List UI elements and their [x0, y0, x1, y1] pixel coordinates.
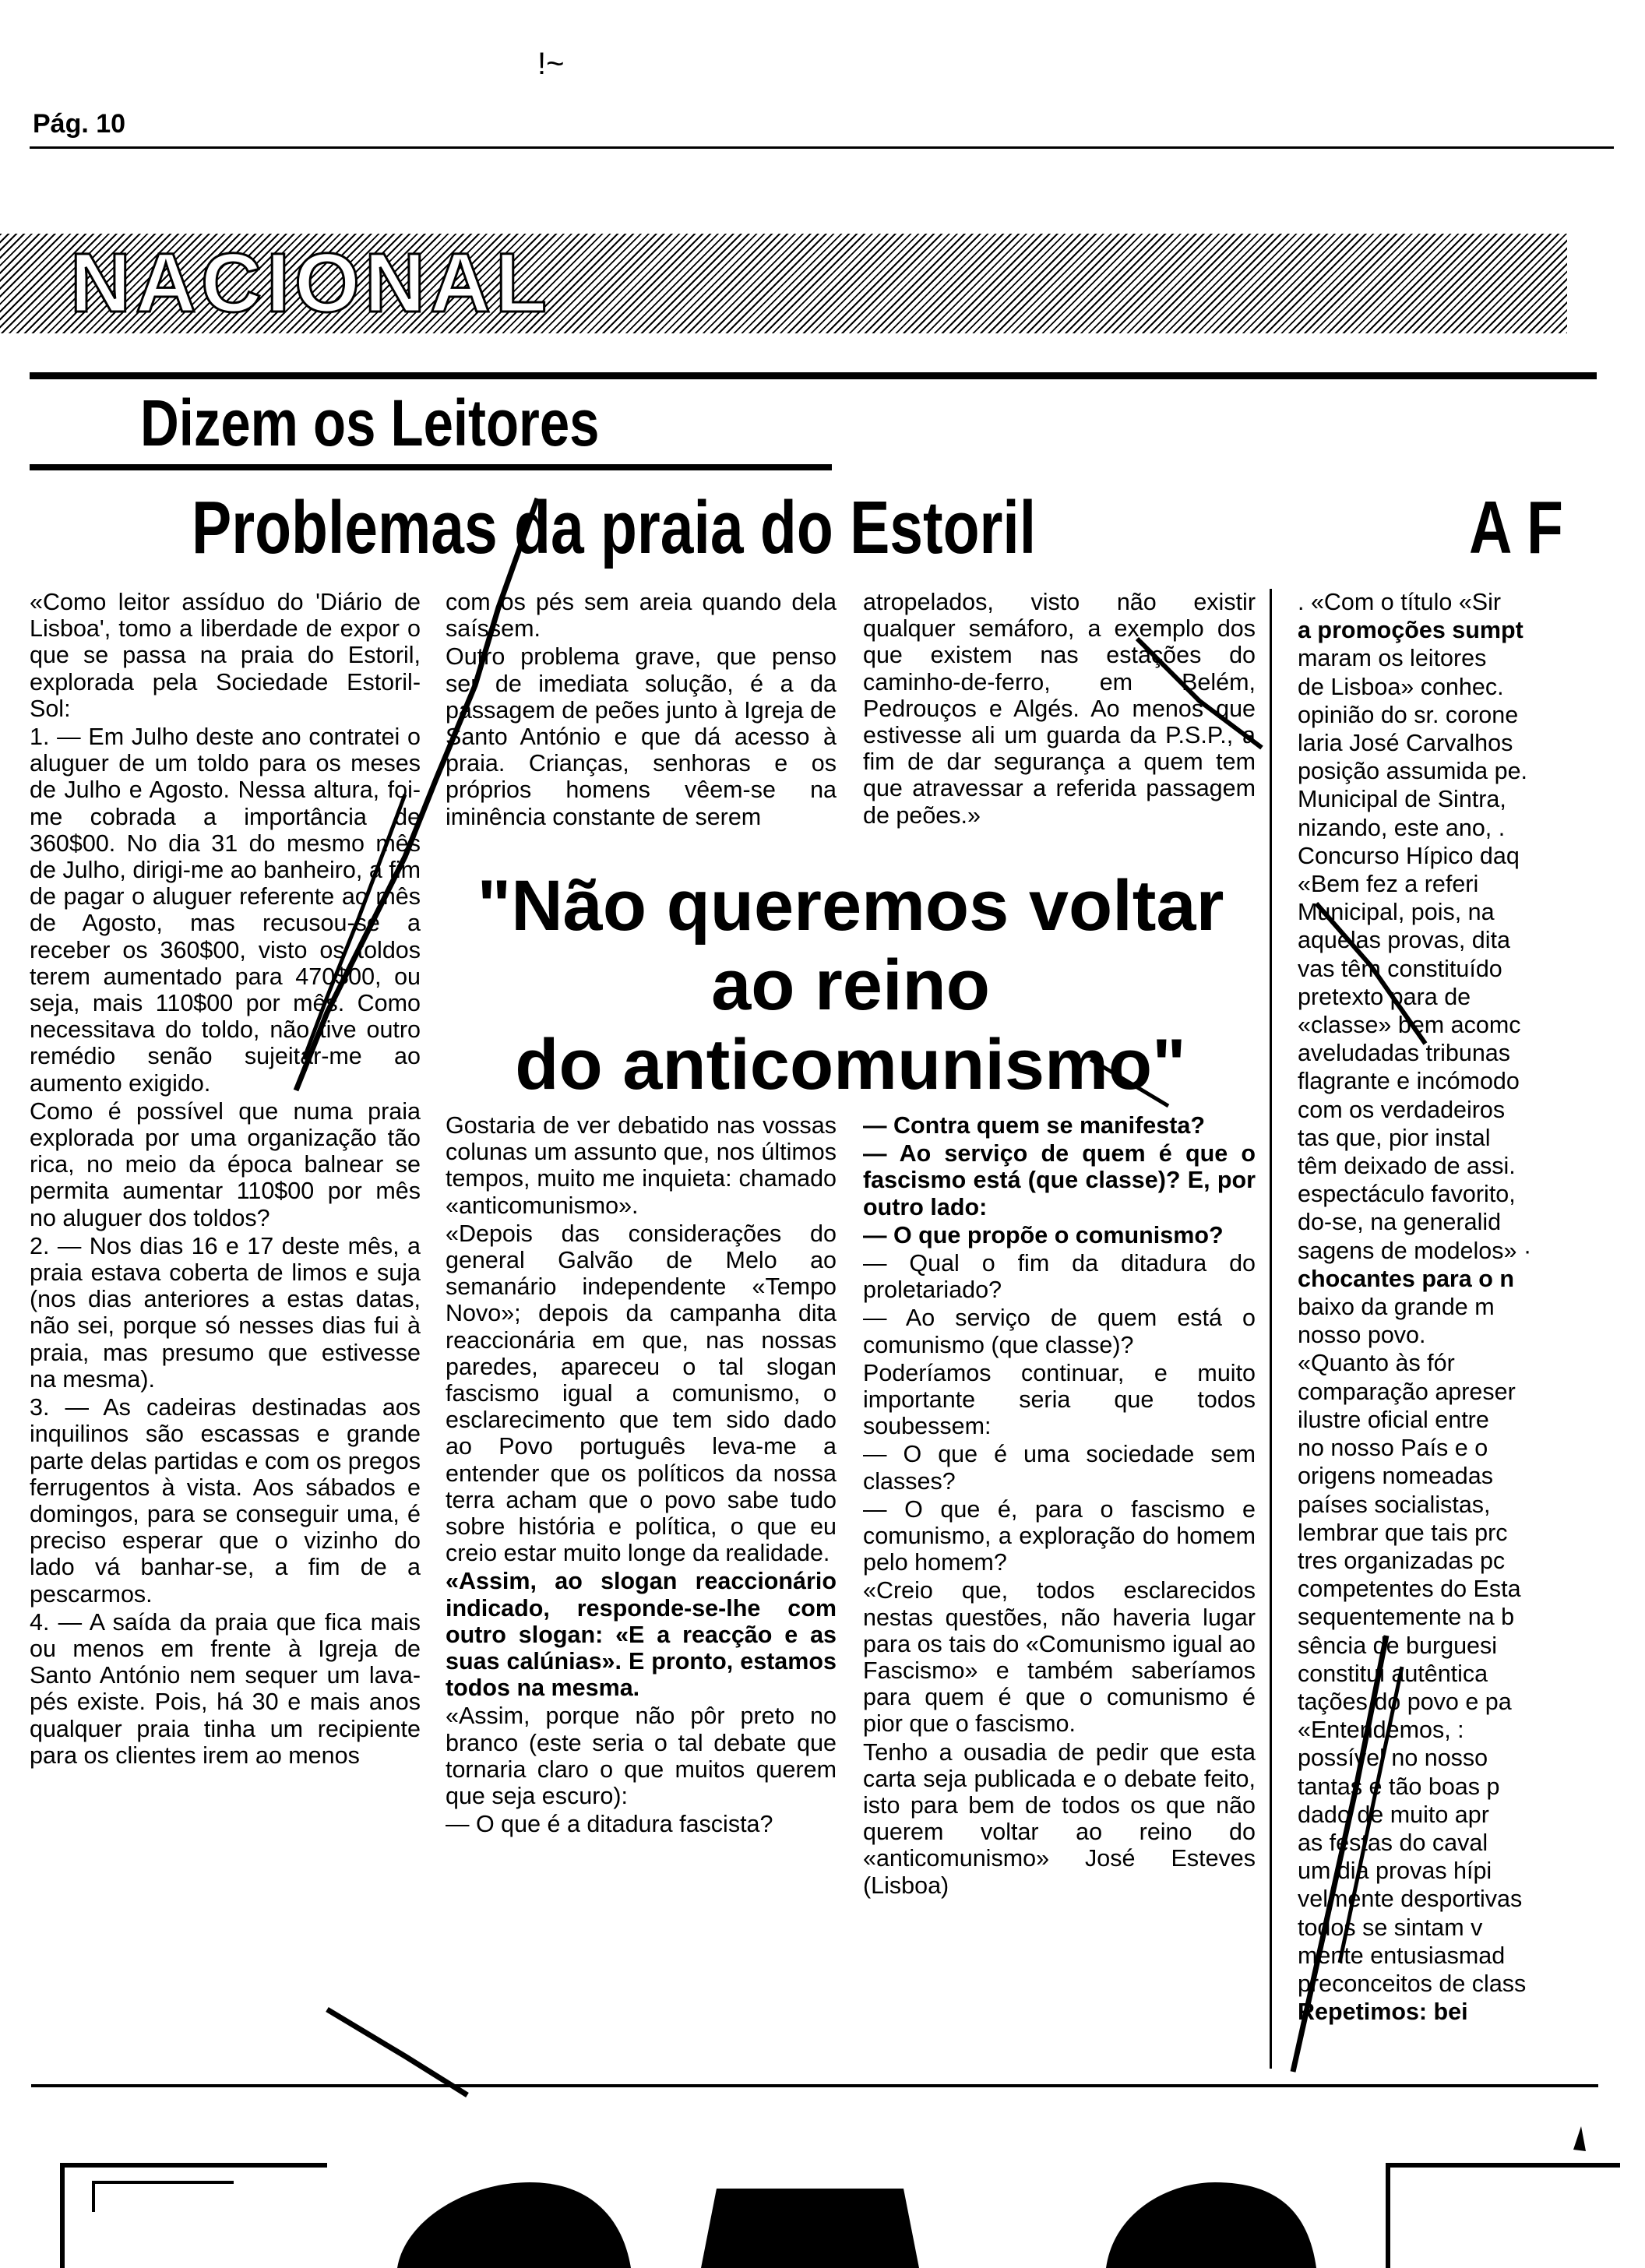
paragraph: «Creio que, todos esclarecidos nestas questões, não haveria lugar para os tais do «Comunismo igual ao Fascismo» e também saberíamos para quem é que o comunismo é pior que o fascismo. — [863, 1577, 1256, 1738]
frame-corner-inner — [93, 2182, 234, 2212]
text-line: «classe» bem acomc — [1298, 1012, 1521, 1039]
text-line: maram os leitores — [1298, 645, 1487, 672]
text-line: nosso povo. — [1298, 1322, 1426, 1349]
paragraph: Gostaria de ver debatido nas vossas colunas um assunto que, nos últimos tempos, muito me inquieta: chamado «anticomunismo». — [446, 1112, 837, 1219]
paragraph: Como é possível que numa praia explorada por uma organização tão rica, no meio da época balnear se permita aumentar 110$00 por mês no aluguer dos toldos? — [30, 1097, 421, 1231]
ink-mark — [1573, 2126, 1586, 2151]
text-line: chocantes para o n — [1298, 1265, 1514, 1292]
text-line: espectáculo favorito, — [1298, 1181, 1516, 1208]
text-line: vas têm constituído — [1298, 955, 1502, 982]
headline-line: ao reino — [711, 946, 990, 1025]
paragraph: — Ao serviço de quem é que o fascismo está (que classe)? E, por outro lado: — [863, 1140, 1256, 1220]
text-line: nizando, este ano, . — [1298, 814, 1506, 841]
paragraph: — O que é a ditadura fascista? — [446, 1811, 773, 1838]
headline-line: "Não queremos voltar — [477, 866, 1224, 946]
header-rule — [30, 146, 1614, 149]
article-headline-estoril: Problemas da praia do Estoril — [192, 486, 1037, 569]
text-line: todos se sintam v — [1298, 1914, 1483, 1941]
text-line: as festas do caval — [1298, 1829, 1488, 1856]
paragraph: — Ao serviço de quem está o comunismo (que classe)? — [863, 1305, 1256, 1358]
section-title: NACIONAL — [70, 235, 551, 329]
paragraph: «Depois das considerações do general Galvão de Melo ao semanário independente «Tempo Novo»; depois da campanha dita reaccionária em que, nas nossas paredes, apareceu o tal slogan fascismo igual a comunismo, o esclarecimento que tem sido dado ao Povo português leva-me a entender que os políticos da nossa terra acham que o povo sabe tudo sobre história e política, o que eu creio estar muito longe da realidade. — [446, 1220, 837, 1567]
paragraph: atropelados, visto não existir qualquer semáforo, a exemplo dos que existem nas estações do caminho-de-ferro, em Belém, Pedrouços e Algés. Ao menos que estivesse ali um guarda da P.S.P., a fim de dar segurança a quem tem que atravessar a referida passagem de peões.» — [863, 589, 1256, 829]
text-line: sência de burguesi — [1298, 1632, 1498, 1659]
text-line: lembrar que tais prc — [1298, 1519, 1508, 1546]
text-line: pretexto para de — [1298, 983, 1471, 1010]
paragraph: — Qual o fim da ditadura do proletariado? — [863, 1250, 1256, 1304]
text-line: sagens de modelos» · — [1298, 1237, 1532, 1264]
paragraph: — Contra quem se manifesta? — [863, 1112, 1205, 1139]
text-line: laria José Carvalhos — [1298, 730, 1513, 757]
column-divider — [1270, 589, 1272, 2069]
frame-corner-right — [1388, 2165, 1620, 2268]
paragraph: — O que é uma sociedade sem classes? — [863, 1441, 1256, 1495]
black-shape — [397, 2182, 631, 2268]
text-line: «Quanto às fór — [1298, 1350, 1455, 1377]
article-headline-anticomunismo — [446, 866, 1256, 1104]
text-line: posição assumida pe. — [1298, 758, 1528, 785]
column-title: Dizem os Leitores — [140, 386, 600, 460]
text-line: flagrante e incómodo — [1298, 1068, 1520, 1095]
article-estoril-column-3 — [863, 589, 1256, 869]
paragraph: — O que propõe o comunismo? — [863, 1221, 1224, 1248]
text-line: a promoções sumpt — [1298, 617, 1523, 644]
paragraph: com os pés sem areia quando dela saíssem. — [446, 589, 837, 643]
text-line: competentes do Esta — [1298, 1576, 1521, 1603]
text-line: Municipal de Sintra, — [1298, 786, 1506, 813]
text-line: no nosso País e o — [1298, 1435, 1488, 1462]
text-line: possível no nosso — [1298, 1745, 1488, 1772]
paragraph: Poderíamos continuar, e muito importante seria que todos soubessem: — [863, 1359, 1256, 1440]
paragraph: «Assim, ao slogan reaccionário indicado, responde-se-lhe com outro slogan: «E a reacção e as suas calúnias». E pronto, estamos todos na mesma. — [446, 1568, 837, 1702]
headline-line: do anticomunismo" — [515, 1025, 1186, 1104]
text-line: constitui autêntica — [1298, 1660, 1488, 1687]
section-banner — [0, 234, 1567, 333]
column-title-rule-bottom — [30, 464, 832, 470]
text-line: tres organizadas pc — [1298, 1547, 1506, 1574]
text-line: do-se, na generalid — [1298, 1209, 1502, 1236]
black-shape — [1106, 2182, 1316, 2268]
column-title-rule-top — [30, 372, 1597, 379]
text-line: tações do povo e pa — [1298, 1688, 1512, 1715]
text-line: sequentemente na b — [1298, 1604, 1515, 1631]
text-line: mente entusiasmad — [1298, 1942, 1506, 1969]
text-line: ilustre oficial entre — [1298, 1406, 1489, 1433]
article-estoril-column-1 — [30, 589, 421, 2073]
paragraph: 4. — A saída da praia que fica mais ou menos em frente à Igreja de Santo António nem sequer um lava-pés existe. Pois, há 30 e mais anos qualquer praia tinha um recipiente para os clientes irem ao menos — [30, 1608, 421, 1769]
paragraph: 3. — As cadeiras destinadas aos inquilinos são escassas e grande parte delas partidas e com os pregos ferrugentos à vista. Aos sábados e domingos, para se conseguir uma, é preciso esperar que o vizinho do lado vá banhar-se, a fim de a pescarmos. — [30, 1394, 421, 1608]
text-line: preconceitos de class — [1298, 1970, 1527, 1997]
next-section-fragment — [0, 2095, 1645, 2268]
text-line: velmente desportivas — [1298, 1886, 1523, 1913]
text-line: aquelas provas, dita — [1298, 927, 1510, 954]
paragraph: 1. — Em Julho deste ano contratei o aluguer de um toldo para os meses de Julho e Agosto. Nessa altura, foi-me cobrada a importância de 360$00. No dia 31 do mesmo mês de Julho, dirigi-me ao banheiro, a fim de pagar o aluguer referente ao mês de Agosto, mas recusou-se a receber os 360$00, visto os toldos terem aumentado para 470$00, ou seja, mais 110$00 por mês. Como necessitava do toldo, não tive outro remédio senão sujeitar-me ao aumento exigido. — [30, 724, 421, 1097]
text-line: «Bem fez a referi — [1298, 871, 1479, 898]
article-estoril-column-2 — [446, 589, 837, 869]
paragraph: «Assim, porque não pôr preto no branco (este seria o tal debate que tornaria claro o que muitos querem que seja escuro): — [446, 1703, 837, 1810]
bottom-rule — [31, 2084, 1598, 2087]
text-line: . «Com o título «Sir — [1298, 589, 1502, 615]
text-line: têm deixado de assi. — [1298, 1153, 1516, 1180]
text-line: comparação apreser — [1298, 1378, 1516, 1405]
text-line: Concurso Hípico daq — [1298, 842, 1520, 869]
text-line: Repetimos: bei — [1298, 1999, 1468, 2026]
text-line: um dia provas hípi — [1298, 1858, 1492, 1885]
text-line: com os verdadeiros — [1298, 1096, 1506, 1123]
text-line: «Entendemos, : — [1298, 1717, 1464, 1744]
top-mark: !~ — [537, 47, 565, 81]
page-number: Pág. 10 — [33, 109, 126, 139]
paragraph: — O que é, para o fascismo e comunismo, a exploração do homem pelo homem? — [863, 1495, 1256, 1576]
black-shape — [701, 2189, 919, 2268]
paragraph: «Como leitor assíduo do 'Diário de Lisboa', tomo a liberdade de expor o que se passa na praia do Estoril, explorada pela Sociedade Estoril-Sol: — [30, 589, 421, 722]
text-line: origens nomeadas — [1298, 1463, 1493, 1490]
paragraph: 2. — Nos dias 16 e 17 deste mês, a praia estava coberta de limos e suja (nos dias anteriores a estas datas, não sei, porque só nesses dias fui à praia, mas presumo que estivesse na mesma). — [30, 1232, 421, 1393]
article-right-column — [1298, 589, 1559, 2073]
article-anticomunismo-column-1 — [446, 1112, 837, 2074]
text-line: opinião do sr. corone — [1298, 701, 1519, 728]
text-line: baixo da grande m — [1298, 1294, 1495, 1321]
article-anticomunismo-column-2 — [863, 1112, 1256, 2074]
text-line: tantas e tão boas p — [1298, 1773, 1500, 1800]
frame-corner-left — [62, 2165, 327, 2268]
text-line: dado de muito apr — [1298, 1801, 1489, 1828]
text-line: tas que, pior instal — [1298, 1124, 1491, 1151]
text-line: de Lisboa» conhec. — [1298, 673, 1504, 700]
article-headline-right: A F — [1469, 486, 1563, 569]
text-line: Municipal, pois, na — [1298, 899, 1495, 926]
text-line: países socialistas, — [1298, 1491, 1491, 1518]
paragraph: Tenho a ousadia de pedir que esta carta seja publicada e o debate feito, isto para bem de todos os que não querem voltar ao reino do «anticomunismo» José Esteves (Lisboa) — [863, 1738, 1256, 1899]
paragraph: Outro problema grave, que penso ser de imediata solução, é a da passagem de peões junto à Igreja de Santo António e que dá acesso à praia. Crianças, senhoras e os próprios homens vêem-se na iminência constante de serem — [446, 643, 837, 830]
text-line: aveludadas tribunas — [1298, 1040, 1510, 1067]
